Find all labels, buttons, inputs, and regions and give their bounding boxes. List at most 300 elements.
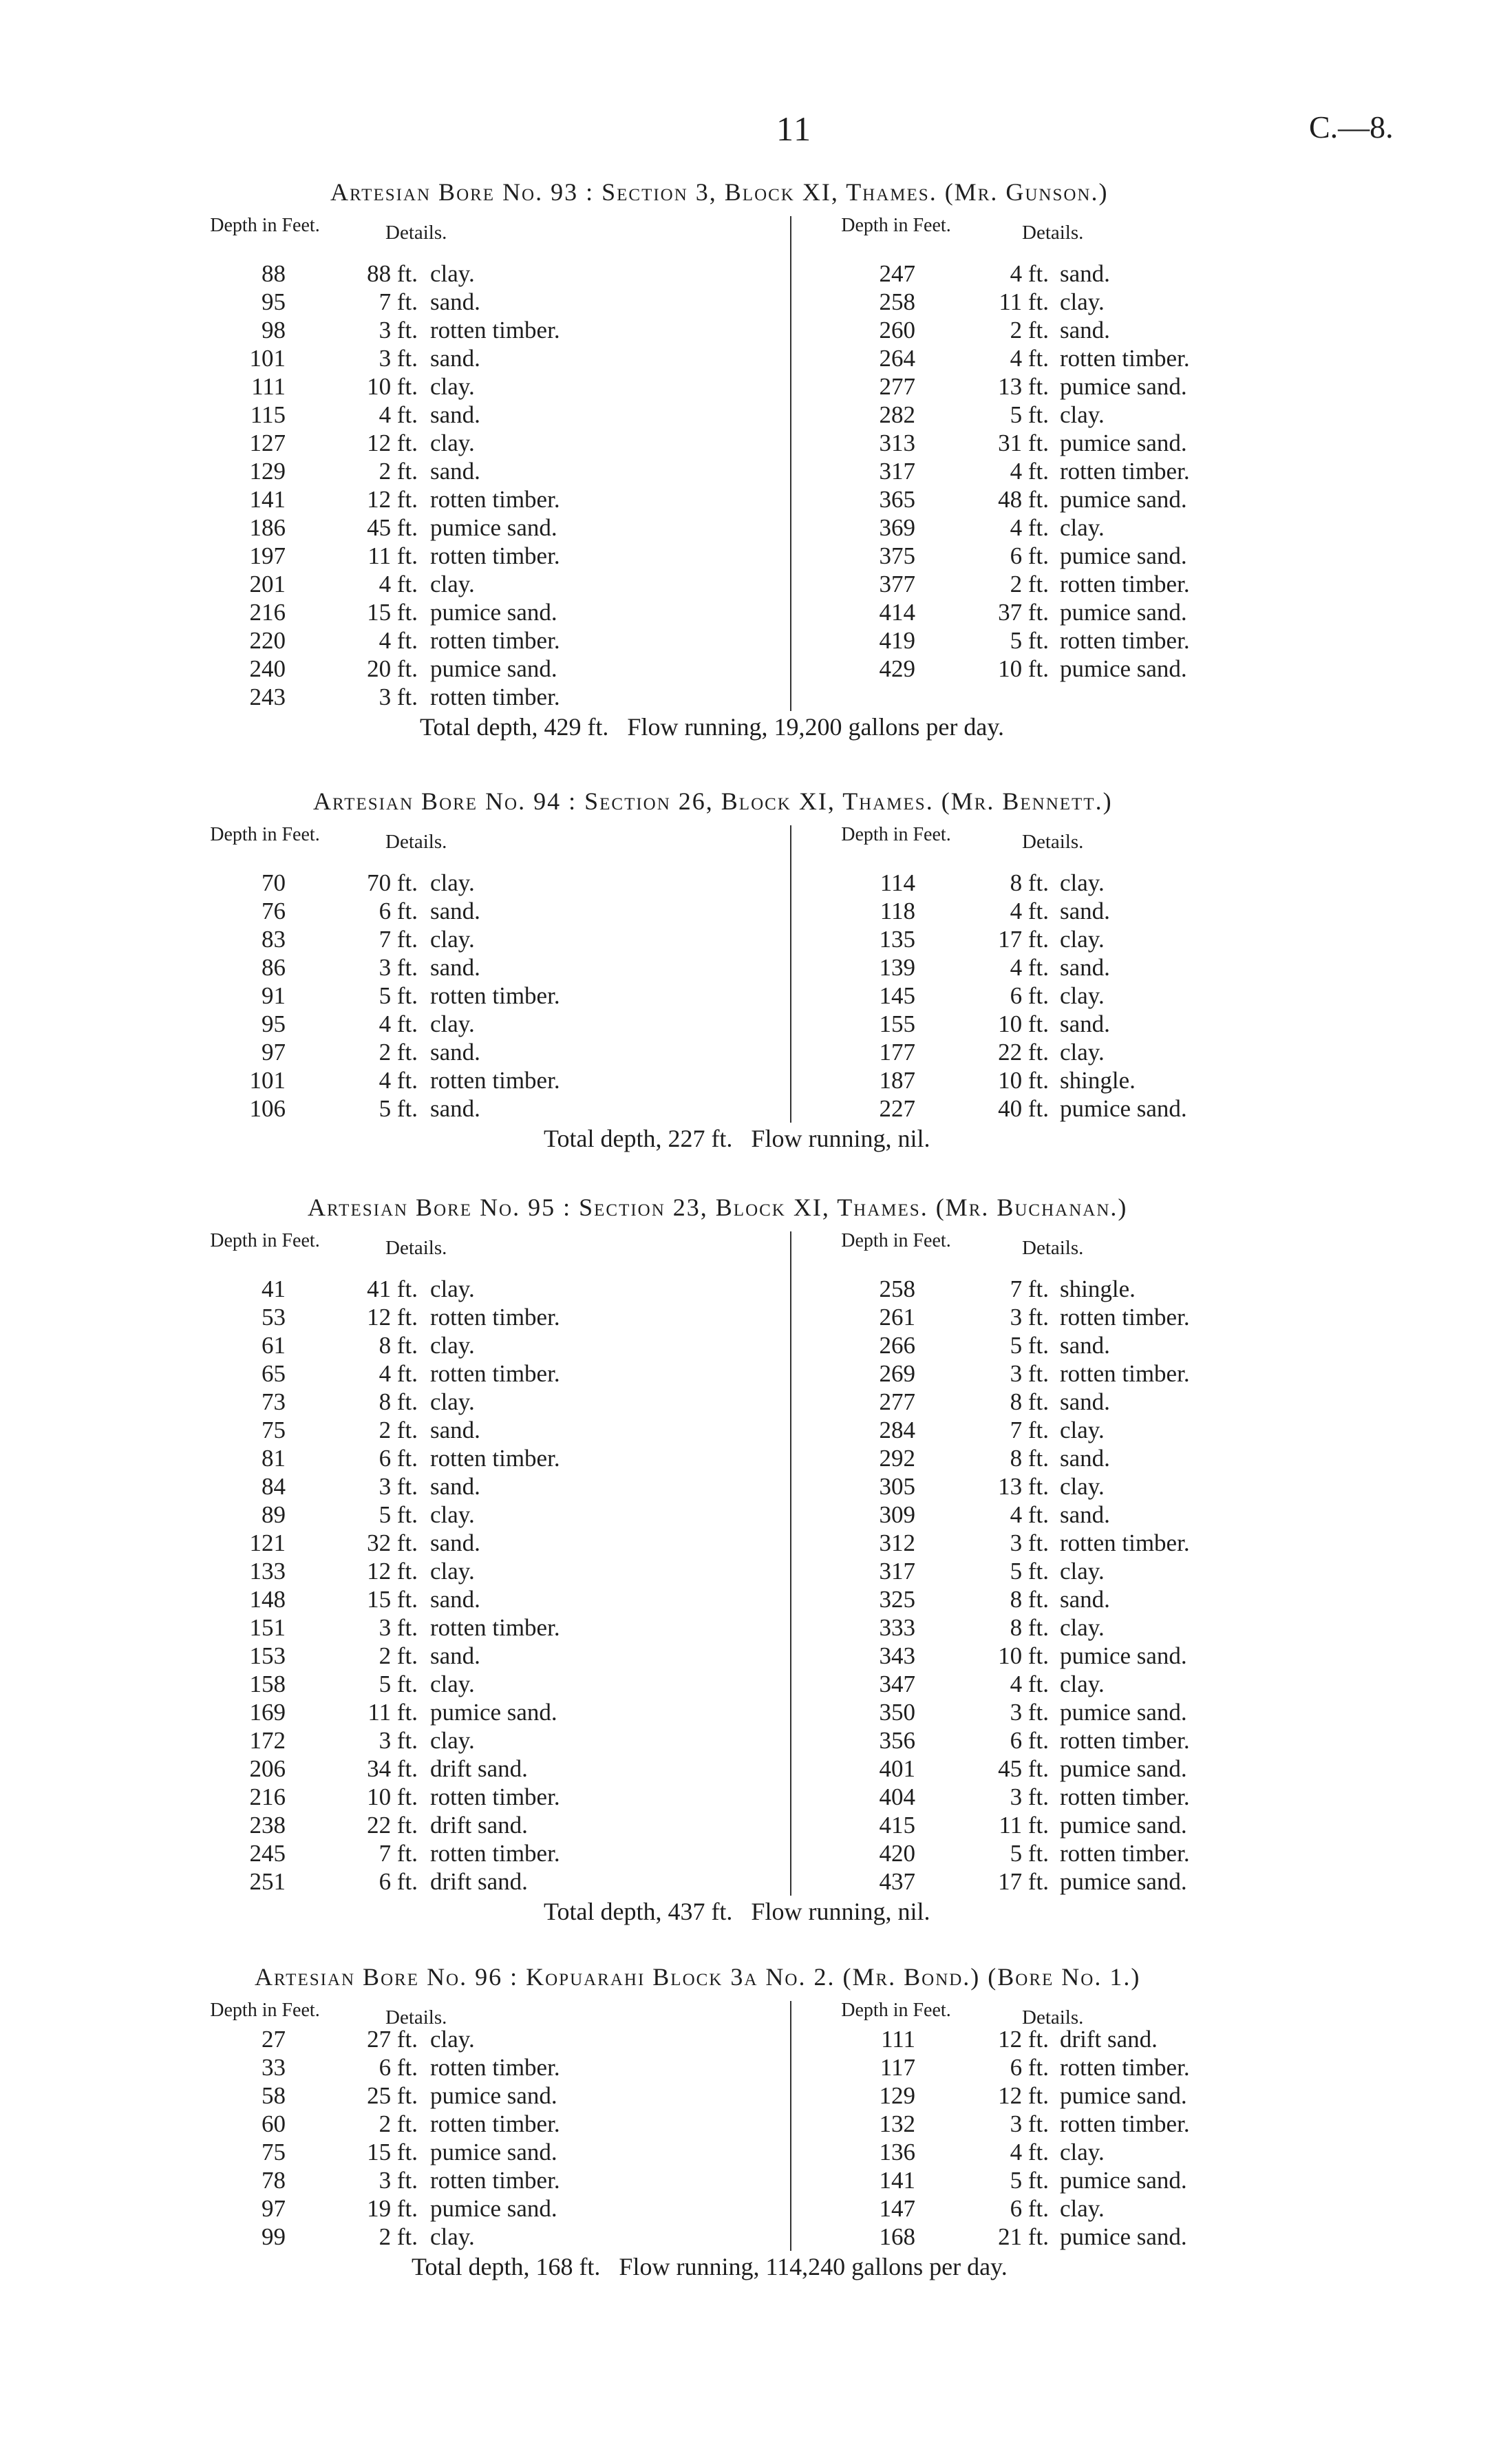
depth-value: 216 <box>249 1783 286 1810</box>
depth-value: 132 <box>879 2110 915 2137</box>
depth-value: 186 <box>249 514 286 541</box>
depth-value: 325 <box>879 1586 915 1613</box>
material-description: rotten timber. <box>1060 1840 1190 1867</box>
thickness-value: 41 ft. <box>367 1275 418 1302</box>
depth-value: 136 <box>879 2139 915 2165</box>
material-description: pumice sand. <box>1060 542 1187 569</box>
thickness-value: 3 ft. <box>379 1727 418 1754</box>
right-depth-heading: Depth in Feet. <box>841 1230 951 1251</box>
depth-value: 60 <box>262 2110 286 2137</box>
thickness-value: 6 ft. <box>1010 982 1049 1009</box>
depth-value: 369 <box>879 514 915 541</box>
depth-value: 101 <box>249 345 286 372</box>
depth-value: 83 <box>262 926 286 953</box>
column-divider <box>790 216 791 711</box>
material-description: clay. <box>1060 1039 1105 1066</box>
material-description: clay. <box>430 1558 475 1585</box>
thickness-value: 4 ft. <box>379 401 418 428</box>
depth-value: 375 <box>879 542 915 569</box>
depth-value: 111 <box>881 2026 915 2053</box>
thickness-value: 25 ft. <box>367 2082 418 2109</box>
depth-value: 88 <box>262 260 286 287</box>
thickness-value: 3 ft. <box>379 1473 418 1500</box>
thickness-value: 7 ft. <box>379 288 418 315</box>
material-description: rotten timber. <box>1060 1727 1190 1754</box>
thickness-value: 3 ft. <box>1010 1360 1049 1387</box>
thickness-value: 7 ft. <box>1010 1417 1049 1443</box>
thickness-value: 5 ft. <box>1010 1840 1049 1867</box>
material-description: rotten timber. <box>1060 1529 1190 1556</box>
left-depth-heading: Depth in Feet. <box>210 2000 320 2021</box>
thickness-value: 3 ft. <box>1010 2110 1049 2137</box>
material-description: clay. <box>430 1010 475 1037</box>
material-description: shingle. <box>1060 1275 1136 1302</box>
thickness-value: 8 ft. <box>379 1332 418 1359</box>
material-description: pumice sand. <box>430 2139 557 2165</box>
material-description: clay. <box>1060 1671 1105 1697</box>
thickness-value: 4 ft. <box>1010 345 1049 372</box>
material-description: sand. <box>1060 260 1110 287</box>
material-description: pumice sand. <box>1060 2167 1187 2194</box>
depth-value: 70 <box>262 869 286 896</box>
material-description: pumice sand. <box>430 2195 557 2222</box>
material-description: sand. <box>430 458 480 485</box>
thickness-value: 2 ft. <box>379 1039 418 1066</box>
depth-value: 309 <box>879 1501 915 1528</box>
depth-value: 317 <box>879 458 915 485</box>
document-code: C.—8. <box>1309 109 1394 145</box>
material-description: rotten timber. <box>1060 2054 1190 2081</box>
thickness-value: 3 ft. <box>379 954 418 981</box>
thickness-value: 5 ft. <box>379 982 418 1009</box>
depth-value: 129 <box>249 458 286 485</box>
depth-value: 58 <box>262 2082 286 2109</box>
depth-value: 114 <box>880 869 915 896</box>
material-description: sand. <box>1060 1388 1110 1415</box>
thickness-value: 10 ft. <box>998 1067 1049 1094</box>
depth-value: 84 <box>262 1473 286 1500</box>
right-details-heading: Details. <box>1022 222 1084 244</box>
material-description: rotten timber. <box>1060 1304 1190 1331</box>
depth-value: 91 <box>262 982 286 1009</box>
thickness-value: 2 ft. <box>1010 571 1049 597</box>
thickness-value: 5 ft. <box>1010 401 1049 428</box>
thickness-value: 3 ft. <box>379 317 418 343</box>
material-description: sand. <box>430 1642 480 1669</box>
material-description: clay. <box>430 926 475 953</box>
thickness-value: 17 ft. <box>998 1868 1049 1895</box>
material-description: sand. <box>430 401 480 428</box>
depth-value: 101 <box>249 1067 286 1094</box>
thickness-value: 6 ft. <box>1010 2054 1049 2081</box>
depth-value: 41 <box>262 1275 286 1302</box>
column-divider <box>790 1231 791 1896</box>
material-description: pumice sand. <box>430 655 557 682</box>
left-depth-heading: Depth in Feet. <box>210 824 320 845</box>
material-description: rotten timber. <box>430 1304 560 1331</box>
thickness-value: 5 ft. <box>1010 1558 1049 1585</box>
depth-value: 97 <box>262 2195 286 2222</box>
total-summary: Total depth, 437 ft. Flow running, nil. <box>544 1898 930 1925</box>
material-description: clay. <box>430 2223 475 2250</box>
material-description: rotten timber. <box>430 1614 560 1641</box>
depth-value: 258 <box>879 1275 915 1302</box>
material-description: clay. <box>430 1388 475 1415</box>
depth-value: 197 <box>249 542 286 569</box>
material-description: pumice sand. <box>1060 599 1187 626</box>
material-description: clay. <box>1060 288 1105 315</box>
thickness-value: 20 ft. <box>367 655 418 682</box>
depth-value: 133 <box>249 1558 286 1585</box>
depth-value: 277 <box>879 1388 915 1415</box>
material-description: rotten timber. <box>430 1840 560 1867</box>
material-description: clay. <box>430 430 475 456</box>
material-description: drift sand. <box>1060 2026 1158 2053</box>
section-title: Artesian Bore No. 96 : Kopuarahi Block 3a No. 2. (Mr. Bond.) (Bore No. 1.) <box>255 1963 1141 1991</box>
thickness-value: 4 ft. <box>379 627 418 654</box>
depth-value: 312 <box>879 1529 915 1556</box>
thickness-value: 12 ft. <box>367 1304 418 1331</box>
depth-value: 243 <box>249 684 286 710</box>
depth-value: 129 <box>879 2082 915 2109</box>
depth-value: 277 <box>879 373 915 400</box>
section-title: Artesian Bore No. 94 : Section 26, Block XI, Thames. (Mr. Bennett.) <box>313 787 1113 815</box>
thickness-value: 31 ft. <box>998 430 1049 456</box>
thickness-value: 45 ft. <box>367 514 418 541</box>
depth-value: 117 <box>880 2054 915 2081</box>
thickness-value: 5 ft. <box>379 1671 418 1697</box>
material-description: pumice sand. <box>1060 2223 1187 2250</box>
material-description: rotten timber. <box>1060 571 1190 597</box>
depth-value: 356 <box>879 1727 915 1754</box>
depth-value: 377 <box>879 571 915 597</box>
thickness-value: 6 ft. <box>379 2054 418 2081</box>
depth-value: 266 <box>879 1332 915 1359</box>
material-description: clay. <box>430 1275 475 1302</box>
depth-value: 97 <box>262 1039 286 1066</box>
material-description: clay. <box>1060 926 1105 953</box>
material-description: clay. <box>1060 401 1105 428</box>
material-description: rotten timber. <box>430 982 560 1009</box>
thickness-value: 3 ft. <box>379 1614 418 1641</box>
thickness-value: 15 ft. <box>367 1586 418 1613</box>
depth-value: 401 <box>879 1755 915 1782</box>
thickness-value: 8 ft. <box>1010 1614 1049 1641</box>
depth-value: 216 <box>249 599 286 626</box>
material-description: clay. <box>430 1332 475 1359</box>
material-description: sand. <box>430 288 480 315</box>
thickness-value: 2 ft. <box>379 2223 418 2250</box>
depth-value: 135 <box>879 926 915 953</box>
material-description: clay. <box>1060 1473 1105 1500</box>
thickness-value: 6 ft. <box>379 1868 418 1895</box>
thickness-value: 4 ft. <box>1010 458 1049 485</box>
material-description: pumice sand. <box>1060 373 1187 400</box>
thickness-value: 11 ft. <box>368 542 418 569</box>
thickness-value: 7 ft. <box>1010 1275 1049 1302</box>
left-depth-heading: Depth in Feet. <box>210 1230 320 1251</box>
depth-value: 343 <box>879 1642 915 1669</box>
thickness-value: 4 ft. <box>1010 898 1049 924</box>
thickness-value: 5 ft. <box>1010 2167 1049 2194</box>
material-description: rotten timber. <box>1060 1783 1190 1810</box>
thickness-value: 7 ft. <box>379 1840 418 1867</box>
depth-value: 415 <box>879 1812 915 1839</box>
material-description: clay. <box>1060 2139 1105 2165</box>
material-description: clay. <box>430 1727 475 1754</box>
thickness-value: 11 ft. <box>999 288 1049 315</box>
thickness-value: 22 ft. <box>367 1812 418 1839</box>
material-description: clay. <box>1060 514 1105 541</box>
material-description: sand. <box>1060 954 1110 981</box>
depth-value: 206 <box>249 1755 286 1782</box>
material-description: pumice sand. <box>1060 1642 1187 1669</box>
material-description: clay. <box>430 1671 475 1697</box>
depth-value: 333 <box>879 1614 915 1641</box>
thickness-value: 21 ft. <box>998 2223 1049 2250</box>
thickness-value: 4 ft. <box>1010 1671 1049 1697</box>
material-description: sand. <box>430 898 480 924</box>
depth-value: 227 <box>879 1095 915 1122</box>
depth-value: 169 <box>249 1699 286 1726</box>
material-description: sand. <box>1060 317 1110 343</box>
material-description: pumice sand. <box>1060 655 1187 682</box>
thickness-value: 3 ft. <box>379 2167 418 2194</box>
thickness-value: 37 ft. <box>998 599 1049 626</box>
depth-value: 153 <box>249 1642 286 1669</box>
depth-value: 127 <box>249 430 286 456</box>
thickness-value: 70 ft. <box>367 869 418 896</box>
material-description: sand. <box>430 1529 480 1556</box>
material-description: clay. <box>430 260 475 287</box>
depth-value: 33 <box>262 2054 286 2081</box>
material-description: rotten timber. <box>430 627 560 654</box>
depth-value: 95 <box>262 288 286 315</box>
material-description: clay. <box>430 373 475 400</box>
depth-value: 106 <box>249 1095 286 1122</box>
depth-value: 238 <box>249 1812 286 1839</box>
thickness-value: 10 ft. <box>367 373 418 400</box>
depth-value: 251 <box>249 1868 286 1895</box>
thickness-value: 15 ft. <box>367 2139 418 2165</box>
thickness-value: 5 ft. <box>379 1501 418 1528</box>
column-divider <box>790 2001 791 2251</box>
right-depth-heading: Depth in Feet. <box>841 2000 951 2021</box>
thickness-value: 32 ft. <box>367 1529 418 1556</box>
material-description: rotten timber. <box>430 486 560 513</box>
thickness-value: 13 ft. <box>998 373 1049 400</box>
depth-value: 347 <box>879 1671 915 1697</box>
right-details-heading: Details. <box>1022 2006 1084 2028</box>
depth-value: 187 <box>879 1067 915 1094</box>
material-description: sand. <box>1060 898 1110 924</box>
material-description: pumice sand. <box>1060 1095 1187 1122</box>
material-description: sand. <box>1060 1332 1110 1359</box>
depth-value: 155 <box>879 1010 915 1037</box>
depth-value: 414 <box>879 599 915 626</box>
material-description: drift sand. <box>430 1868 528 1895</box>
material-description: rotten timber. <box>430 2167 560 2194</box>
thickness-value: 5 ft. <box>1010 627 1049 654</box>
material-description: sand. <box>1060 1586 1110 1613</box>
depth-value: 115 <box>250 401 286 428</box>
material-description: sand. <box>430 1095 480 1122</box>
thickness-value: 10 ft. <box>998 1642 1049 1669</box>
thickness-value: 12 ft. <box>367 1558 418 1585</box>
material-description: sand. <box>1060 1010 1110 1037</box>
thickness-value: 3 ft. <box>1010 1699 1049 1726</box>
depth-value: 292 <box>879 1445 915 1472</box>
depth-value: 269 <box>879 1360 915 1387</box>
depth-value: 27 <box>262 2026 286 2053</box>
thickness-value: 8 ft. <box>1010 869 1049 896</box>
thickness-value: 4 ft. <box>379 1010 418 1037</box>
material-description: pumice sand. <box>1060 1755 1187 1782</box>
material-description: rotten timber. <box>1060 627 1190 654</box>
depth-value: 89 <box>262 1501 286 1528</box>
section-title: Artesian Bore No. 93 : Section 3, Block XI, Thames. (Mr. Gunson.) <box>330 178 1109 206</box>
depth-value: 148 <box>249 1586 286 1613</box>
depth-value: 282 <box>879 401 915 428</box>
depth-value: 168 <box>879 2223 915 2250</box>
thickness-value: 4 ft. <box>1010 2139 1049 2165</box>
thickness-value: 13 ft. <box>998 1473 1049 1500</box>
thickness-value: 8 ft. <box>379 1388 418 1415</box>
thickness-value: 5 ft. <box>1010 1332 1049 1359</box>
material-description: sand. <box>430 1586 480 1613</box>
thickness-value: 2 ft. <box>379 1642 418 1669</box>
thickness-value: 2 ft. <box>379 1417 418 1443</box>
left-details-heading: Details. <box>385 222 447 244</box>
material-description: drift sand. <box>430 1755 528 1782</box>
material-description: rotten timber. <box>1060 345 1190 372</box>
depth-value: 201 <box>249 571 286 597</box>
depth-value: 404 <box>879 1783 915 1810</box>
material-description: pumice sand. <box>1060 430 1187 456</box>
material-description: pumice sand. <box>1060 1868 1187 1895</box>
material-description: clay. <box>1060 982 1105 1009</box>
material-description: clay. <box>430 1501 475 1528</box>
depth-value: 98 <box>262 317 286 343</box>
thickness-value: 12 ft. <box>998 2026 1049 2053</box>
material-description: drift sand. <box>430 1812 528 1839</box>
depth-value: 245 <box>249 1840 286 1867</box>
material-description: sand. <box>430 1417 480 1443</box>
total-summary: Total depth, 227 ft. Flow running, nil. <box>544 1125 930 1152</box>
depth-value: 172 <box>249 1727 286 1754</box>
depth-value: 317 <box>879 1558 915 1585</box>
thickness-value: 17 ft. <box>998 926 1049 953</box>
material-description: shingle. <box>1060 1067 1136 1094</box>
depth-value: 247 <box>879 260 915 287</box>
material-description: rotten timber. <box>1060 458 1190 485</box>
thickness-value: 12 ft. <box>367 486 418 513</box>
material-description: sand. <box>430 1473 480 1500</box>
material-description: rotten timber. <box>430 1360 560 1387</box>
section-title: Artesian Bore No. 95 : Section 23, Block XI, Thames. (Mr. Buchanan.) <box>308 1194 1128 1221</box>
thickness-value: 8 ft. <box>1010 1445 1049 1472</box>
depth-value: 261 <box>879 1304 915 1331</box>
depth-value: 220 <box>249 627 286 654</box>
depth-value: 139 <box>879 954 915 981</box>
depth-value: 78 <box>262 2167 286 2194</box>
thickness-value: 10 ft. <box>998 1010 1049 1037</box>
material-description: clay. <box>430 869 475 896</box>
material-description: pumice sand. <box>1060 1699 1187 1726</box>
thickness-value: 4 ft. <box>379 1360 418 1387</box>
material-description: pumice sand. <box>1060 1812 1187 1839</box>
depth-value: 151 <box>249 1614 286 1641</box>
column-divider <box>790 825 791 1123</box>
material-description: sand. <box>1060 1501 1110 1528</box>
material-description: pumice sand. <box>430 599 557 626</box>
material-description: pumice sand. <box>1060 486 1187 513</box>
thickness-value: 88 ft. <box>367 260 418 287</box>
material-description: clay. <box>430 571 475 597</box>
depth-value: 99 <box>262 2223 286 2250</box>
depth-value: 350 <box>879 1699 915 1726</box>
thickness-value: 8 ft. <box>1010 1586 1049 1613</box>
thickness-value: 48 ft. <box>998 486 1049 513</box>
material-description: sand. <box>430 345 480 372</box>
thickness-value: 11 ft. <box>999 1812 1049 1839</box>
thickness-value: 3 ft. <box>1010 1304 1049 1331</box>
depth-value: 240 <box>249 655 286 682</box>
thickness-value: 6 ft. <box>379 1445 418 1472</box>
depth-value: 118 <box>880 898 915 924</box>
total-summary: Total depth, 168 ft. Flow running, 114,240 gallons per day. <box>412 2253 1008 2280</box>
thickness-value: 2 ft. <box>1010 317 1049 343</box>
thickness-value: 3 ft. <box>1010 1529 1049 1556</box>
depth-value: 121 <box>249 1529 286 1556</box>
thickness-value: 6 ft. <box>379 898 418 924</box>
material-description: clay. <box>1060 1558 1105 1585</box>
material-description: pumice sand. <box>430 1699 557 1726</box>
right-details-heading: Details. <box>1022 1237 1084 1259</box>
depth-value: 95 <box>262 1010 286 1037</box>
depth-value: 158 <box>249 1671 286 1697</box>
depth-value: 177 <box>879 1039 915 1066</box>
material-description: rotten timber. <box>1060 1360 1190 1387</box>
material-description: rotten timber. <box>430 2054 560 2081</box>
thickness-value: 8 ft. <box>1010 1388 1049 1415</box>
thickness-value: 4 ft. <box>1010 514 1049 541</box>
thickness-value: 4 ft. <box>1010 954 1049 981</box>
material-description: rotten timber. <box>430 2110 560 2137</box>
material-description: clay. <box>1060 1417 1105 1443</box>
left-details-heading: Details. <box>385 2006 447 2028</box>
thickness-value: 3 ft. <box>379 345 418 372</box>
depth-value: 284 <box>879 1417 915 1443</box>
thickness-value: 12 ft. <box>998 2082 1049 2109</box>
depth-value: 75 <box>262 2139 286 2165</box>
page-number: 11 <box>776 109 813 148</box>
material-description: clay. <box>1060 2195 1105 2222</box>
material-description: rotten timber. <box>430 317 560 343</box>
material-description: rotten timber. <box>430 1067 560 1094</box>
depth-value: 81 <box>262 1445 286 1472</box>
material-description: rotten timber. <box>1060 2110 1190 2137</box>
thickness-value: 6 ft. <box>1010 2195 1049 2222</box>
thickness-value: 22 ft. <box>998 1039 1049 1066</box>
thickness-value: 4 ft. <box>379 571 418 597</box>
material-description: rotten timber. <box>430 542 560 569</box>
material-description: clay. <box>1060 1614 1105 1641</box>
material-description: rotten timber. <box>430 1783 560 1810</box>
thickness-value: 10 ft. <box>367 1783 418 1810</box>
depth-value: 75 <box>262 1417 286 1443</box>
thickness-value: 4 ft. <box>1010 260 1049 287</box>
